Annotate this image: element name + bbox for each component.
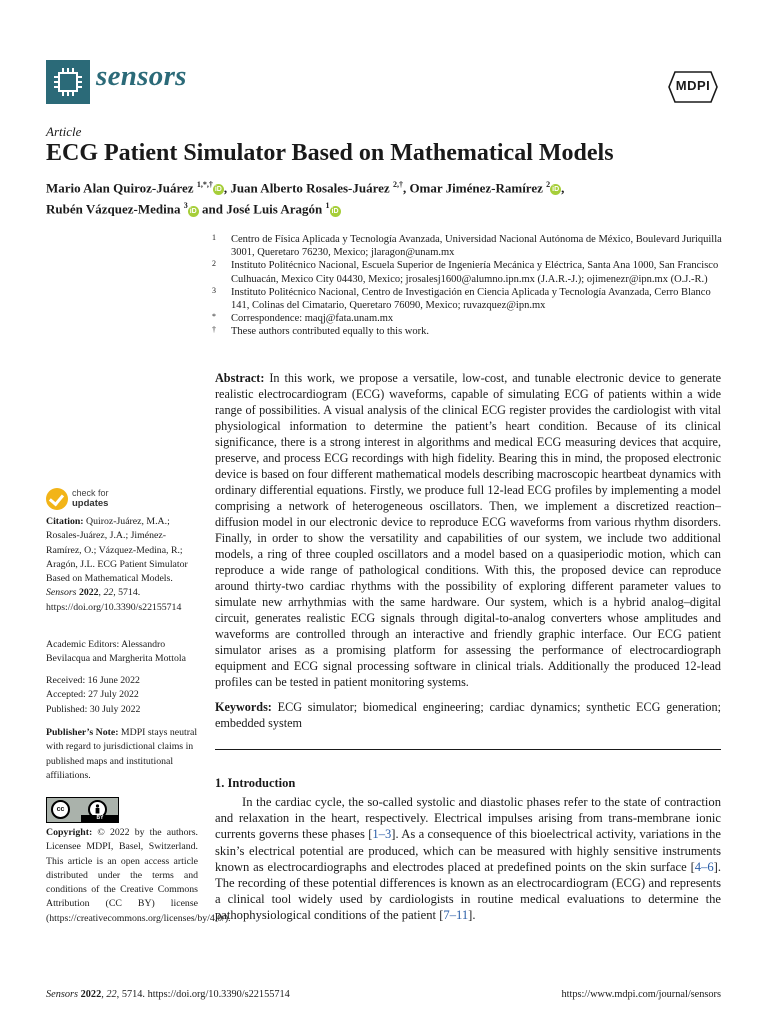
article-type: Article (46, 124, 82, 139)
affiliation-text: Centro de Física Aplicada y Tecnología Avanzada, Universidad Nacional Autónoma de México, Boulevard Juriquilla 3001, Queretaro 76230, Mexico; jlaragon@unam.mx (231, 234, 722, 259)
check-updates-line2: updates (72, 498, 109, 509)
author-affiliation-mark: 3 (183, 201, 188, 211)
chip-icon (46, 60, 90, 104)
intro-text: ]. The recording of these potential differences is known as an electrocardiogram (ECG) and represents a clinical tool widely used by cardiologists in routine medical evaluations to determine the pathophysiological conditions of the patient [ (215, 859, 721, 923)
author-separator: , (561, 180, 565, 196)
abstract (215, 370, 721, 690)
copyright-label: Copyright: (46, 827, 93, 838)
citation-year: 2022 (78, 587, 99, 599)
author-separator: , (402, 180, 410, 196)
citation-doi[interactable]: , 5714. https://doi.org/10.3390/s22155714 (46, 587, 182, 613)
affiliation-item (212, 259, 722, 285)
intro-paragraph (215, 794, 721, 924)
check-updates-line1: check for (72, 488, 109, 498)
footer-year: 2022 (80, 989, 102, 1000)
author-list (46, 176, 726, 219)
academic-editors: Academic Editors: Alessandro Bevilacqua and Margherita Mottola (46, 639, 186, 665)
citation-link[interactable]: 4–6 (694, 859, 714, 874)
mdpi-logo[interactable] (667, 70, 719, 104)
author-name[interactable]: Rubén Vázquez-Medina (46, 201, 181, 217)
orcid-icon[interactable]: iD (552, 186, 560, 194)
affiliation-text: Instituto Politécnico Nacional, Escuela Superior de Ingeniería Mecánica y Eléctrica, Santa Ana 1000, San Francisco Culhuacán, Mexico City 04430, Mexico; jrosalesj1600@alumno.ipn.mx (J.A.R.-J.); ojimenezr@ipn.mx (O.J.-R.) (231, 260, 719, 285)
article-dates (46, 674, 198, 717)
publisher-note-label: Publisher’s Note: (46, 727, 119, 738)
section-heading: 1. Introduction (215, 776, 296, 790)
affiliation-text: Correspondence: maqj@fata.unam.mx (231, 313, 394, 325)
cc-by-license-badge[interactable] (46, 797, 119, 823)
journal-name[interactable]: sensors (96, 60, 187, 92)
copyright-notice (46, 826, 231, 926)
author-affiliation-mark: 2 (546, 180, 551, 189)
author-affiliation-mark: 2,† (392, 180, 403, 189)
citation-volume: 22 (103, 587, 114, 599)
citation-journal: Sensors (46, 587, 77, 599)
author-affiliation-mark: 1 (325, 201, 330, 211)
mdpi-logo-text: MDPI (675, 78, 711, 93)
footer-volume: 22 (106, 989, 117, 1000)
received-date: Received: 16 June 2022 (46, 675, 140, 686)
citation-link[interactable]: 1–3 (372, 827, 392, 842)
citation-text: Quiroz-Juárez, M.A.; Rosales-Juárez, J.A.; Jiménez-Ramírez, O.; Vázquez-Medina, R.; Aragón, J.L. ECG Patient Simulator Based on Mathematical Models. (46, 516, 188, 585)
citation-block: Citation: Quiroz-Juárez, M.A.; Rosales-Juárez, J.A.; Jiménez-Ramírez, O.; Vázquez-Medina, R.; Aragón, J.L. ECG Patient Simulator Based on Mathematical Models. Sensors 2022, 22, 5714. https://doi.org/10.3390/s22155714 (46, 516, 188, 613)
author-name[interactable]: José Luis Aragón (226, 201, 323, 217)
copyright-text: © 2022 by the authors. Licensee MDPI, Basel, Switzerland. This article is an open access article distributed under the terms and conditions of the Creative Commons Attribution (CC BY) license (https://creativecommons.org/licenses/by/4.0/). (46, 827, 231, 924)
orcid-icon[interactable]: iD (189, 207, 197, 215)
correspondence-note (212, 312, 722, 325)
footer-doi[interactable]: , 5714. https://doi.org/10.3390/s22155714 (116, 989, 290, 1000)
affiliation-item (212, 233, 722, 259)
paper-title: ECG Patient Simulator Based on Mathematical Models (46, 140, 614, 166)
intro-text: ]. (468, 908, 476, 923)
author-name[interactable]: Omar Jiménez-Ramírez (409, 180, 543, 196)
author-name[interactable]: Juan Alberto Rosales-Juárez (230, 180, 390, 196)
creative-commons-icon: cc (51, 800, 70, 819)
affiliation-mark: * (212, 312, 216, 322)
author-separator: and (198, 201, 227, 217)
publisher-note-text: MDPI stays neutral with regard to jurisdictional claims in published maps and institutional affiliations. (46, 727, 198, 781)
author-affiliation-mark: 1,*,† (196, 180, 213, 189)
accepted-date: Accepted: 27 July 2022 (46, 689, 139, 701)
intro-text: In the cardiac cycle, the so-called systolic and diastolic phases refer to the state of contraction and relaxation in the heart, respectively. Electrical impulses arising from trans-membrane ionic currents governs these phases [ (215, 795, 721, 842)
authors-line-1 (46, 176, 726, 197)
keywords-label: Keywords: (215, 700, 272, 714)
abstract-label: Abstract: (215, 371, 265, 385)
affiliation-mark: 1 (212, 233, 216, 242)
orcid-icon[interactable]: iD (331, 207, 339, 215)
abstract-text: In this work, we propose a versatile, low-cost, and tunable electronic device to generate realistic electrocardiogram (ECG) waveforms, capable of simulating ECG of patients within a wide range of possibilities. A visual analysis of the clinical ECG register provides the cardiologist with vital physiological information to determine the patient’s heart condition. Because of its clinical significance, there is a strong interest in algorithms and medical ECG measuring devices that acquire, preserve, and process ECG recordings with high fidelity. Bearing this in mind, the proposed electronic device is based on four different mathematical models describing macroscopic heartbeat dynamics with ordinary differential equations. Firstly, we produce full 12-lead ECG profiles by implementing a model comprising a network of heterogeneous oscillators. Then, we implement a discretized reaction–diffusion model in our electronic device to reproduce ECG waveforms from various rhythm disorders. Finally, in order to show the versatility and capabilities of our system, we include two additional models, a ring of three coupled oscillators and a model based on a quasiperiodic motion, which can reproduce a wide range of pathological conditions. With this, the proposed device can reproduce around thirty-two cardiac rhythms with the possibility of exploring different parameter values to simulate new arrhythmias with the same hardware. Our system, which is a hybrid analog–digital circuit, generates realistic ECG signals through digital-to-analog converters whose amplitudes and waveforms are controlled through an interactive and friendly graphic interface. Our ECG patient simulator arises as a promising platform for assessing the performance of electrocardiograph equipment and ECG signal processing software in clinical trials. Additionally the produced 12-lead profiles can be tested in patient monitoring systems. (215, 371, 721, 689)
author-name[interactable]: Mario Alan Quiroz-Juárez (46, 180, 194, 196)
by-label: BY (81, 815, 119, 822)
footer-journal-url[interactable]: https://www.mdpi.com/journal/sensors (561, 989, 721, 1000)
affiliation-list (212, 233, 722, 339)
published-date: Published: 30 July 2022 (46, 703, 141, 715)
authors-line-2 (46, 197, 726, 218)
check-updates-icon (46, 488, 68, 510)
affiliation-mark: † (212, 325, 216, 335)
affiliation-item (212, 286, 722, 312)
affiliation-text: These authors contributed equally to this work. (231, 326, 429, 338)
chip-body (58, 72, 78, 92)
affiliation-mark: 2 (212, 259, 216, 269)
affiliation-mark: 3 (212, 285, 216, 295)
footer-journal: Sensors (46, 989, 79, 1000)
intro-text: ]. As a consequence of this bioelectrical activity, variations in the skin’s electrical potential are produced, which can be measured with highly sensitive instruments known as electrocardiographs and electrodes placed at predefined points on the skin surface [ (215, 827, 721, 874)
author-separator: , (223, 180, 231, 196)
footer-citation: Sensors 2022, 22, 5714. https://doi.org/10.3390/s22155714 (46, 989, 290, 1000)
keywords-text: ECG simulator; biomedical engineering; cardiac dynamics; synthetic ECG generation; embedded system (215, 700, 722, 730)
keywords (215, 699, 721, 731)
section-divider (215, 749, 721, 750)
equal-contribution-note (212, 325, 722, 338)
citation-link[interactable]: 7–11 (443, 908, 469, 923)
publisher-note (46, 726, 198, 783)
affiliation-text: Instituto Politécnico Nacional, Centro de Investigación en Ciencia Aplicada y Tecnología Avanzada, Cerro Blanco 141, Colinas del Cimatario, Queretaro 76090, Mexico; ruvazquez@ipn.mx (231, 286, 711, 312)
citation-label: Citation: (46, 516, 84, 527)
orcid-icon[interactable]: iD (214, 186, 222, 194)
check-for-updates-button[interactable] (46, 487, 146, 515)
